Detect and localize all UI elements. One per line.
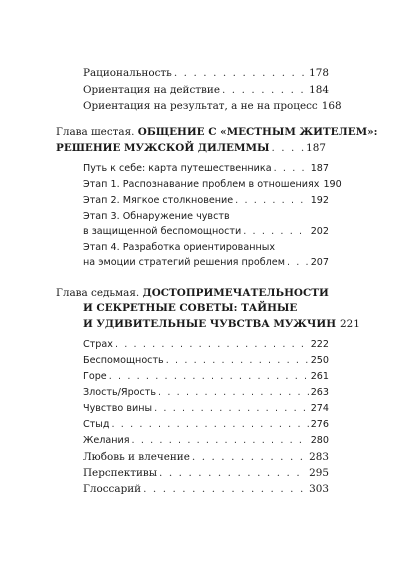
chapter-6-heading-line1 — [56, 126, 378, 138]
dot-leader — [109, 371, 309, 382]
entry-page: 222 — [310, 339, 329, 350]
dot-leader — [143, 483, 307, 495]
chapter-6-title-2: РЕШЕНИЕ МУЖСКОЙ ДИЛЕММЫ — [56, 142, 270, 154]
dot-leader — [115, 339, 309, 350]
dot-leader — [158, 387, 309, 398]
toc-entry — [83, 100, 342, 112]
toc-entry — [83, 226, 329, 237]
chapter-6-title-1: ОБЩЕНИЕ С «МЕСТНЫМ ЖИТЕЛЕМ»: — [137, 126, 378, 138]
chapter-7-heading-line2 — [83, 302, 297, 314]
entry-label: Стыд — [83, 419, 110, 430]
entry-label: Ориентация на результат, а не на процесс — [83, 100, 318, 112]
entry-page: 187 — [310, 163, 329, 174]
dot-leader — [166, 355, 309, 366]
entry-page: 303 — [309, 483, 329, 495]
dot-leader — [154, 403, 309, 414]
toc-entry — [83, 163, 329, 174]
entry-label: Горе — [83, 371, 107, 382]
entry-page: 263 — [310, 387, 329, 398]
chapter-6-page: 187 — [306, 142, 326, 154]
entry-page: 283 — [309, 451, 329, 463]
toc-entry — [83, 67, 329, 79]
toc-entry — [83, 355, 329, 366]
entry-label: Этап 4. Разработка ориентированных — [83, 242, 276, 253]
entry-label: на эмоции стратегий решения проблем — [83, 257, 285, 268]
entry-label: Страх — [83, 339, 113, 350]
entry-page: 190 — [323, 179, 342, 190]
chapter-6-prefix: Глава шестая. — [56, 126, 135, 138]
entry-page: 261 — [310, 371, 329, 382]
dot-leader — [192, 451, 307, 463]
entry-label: Беспомощность — [83, 355, 164, 366]
toc-entry — [83, 371, 329, 382]
dot-leader — [112, 419, 309, 430]
entry-label: Этап 1. Распознавание проблем в отношениях — [83, 179, 320, 190]
dot-leader — [287, 257, 309, 268]
entry-page: 184 — [309, 84, 329, 96]
chapter-7-title-2: И СЕКРЕТНЫЕ СОВЕТЫ: ТАЙНЫЕ — [83, 302, 298, 314]
entry-page: 295 — [309, 467, 329, 479]
toc-entry — [83, 211, 329, 222]
chapter-7-page: 221 — [340, 318, 360, 330]
toc-entry — [83, 387, 329, 398]
entry-label: Ориентация на действие — [83, 84, 220, 96]
chapter-7-title-1: ДОСТОПРИМЕЧАТЕЛЬНОСТИ — [142, 287, 329, 299]
toc-entry — [83, 419, 329, 430]
dot-leader — [271, 142, 304, 154]
toc-entry — [83, 403, 329, 414]
dot-leader — [132, 435, 309, 446]
dot-leader — [174, 67, 307, 79]
entry-label: Глоссарий — [83, 483, 142, 495]
dot-leader — [235, 195, 309, 206]
dot-leader — [222, 84, 307, 96]
entry-page: 192 — [310, 195, 329, 206]
entry-label: Этап 2. Мягкое столкновение — [83, 195, 234, 206]
dot-leader — [243, 226, 308, 237]
toc-entry — [83, 84, 329, 96]
chapter-7-title-3: И УДИВИТЕЛЬНЫЕ ЧУВСТВА МУЖЧИН — [83, 318, 337, 330]
dot-leader — [274, 163, 309, 174]
entry-label: Этап 3. Обнаружение чувств — [83, 211, 230, 222]
chapter-7-prefix: Глава седьмая. — [56, 287, 140, 299]
toc-entry — [83, 435, 329, 446]
entry-page: 202 — [310, 226, 329, 237]
entry-page: 280 — [310, 435, 329, 446]
toc-entry — [83, 242, 329, 253]
chapter-7-heading-line1 — [56, 287, 329, 299]
entry-page: 207 — [310, 257, 329, 268]
entry-label: Путь к себе: карта путешественника — [83, 163, 272, 174]
toc-entry — [83, 483, 329, 495]
entry-page: 168 — [321, 100, 342, 112]
toc-entry — [83, 467, 329, 479]
entry-label: Чувство вины — [83, 403, 153, 414]
dot-leader — [159, 467, 307, 479]
toc-entry — [83, 195, 329, 206]
entry-page: 178 — [309, 67, 329, 79]
entry-label: Перспективы — [83, 467, 158, 479]
toc-entry — [83, 257, 329, 268]
chapter-6-heading-line2 — [56, 142, 326, 154]
entry-page: 276 — [310, 419, 329, 430]
entry-label: Любовь и влечение — [83, 451, 190, 463]
entry-label: Желания — [83, 435, 130, 446]
toc-entry — [83, 179, 342, 190]
chapter-7-heading-line3 — [83, 318, 360, 330]
toc-entry — [83, 451, 329, 463]
toc-entry — [83, 339, 329, 350]
entry-label: Злость/Ярость — [83, 387, 157, 398]
entry-page: 274 — [310, 403, 329, 414]
entry-page: 250 — [310, 355, 329, 366]
entry-label: Рациональность — [83, 67, 172, 79]
entry-label: в защищенной беспомощности — [83, 226, 242, 237]
